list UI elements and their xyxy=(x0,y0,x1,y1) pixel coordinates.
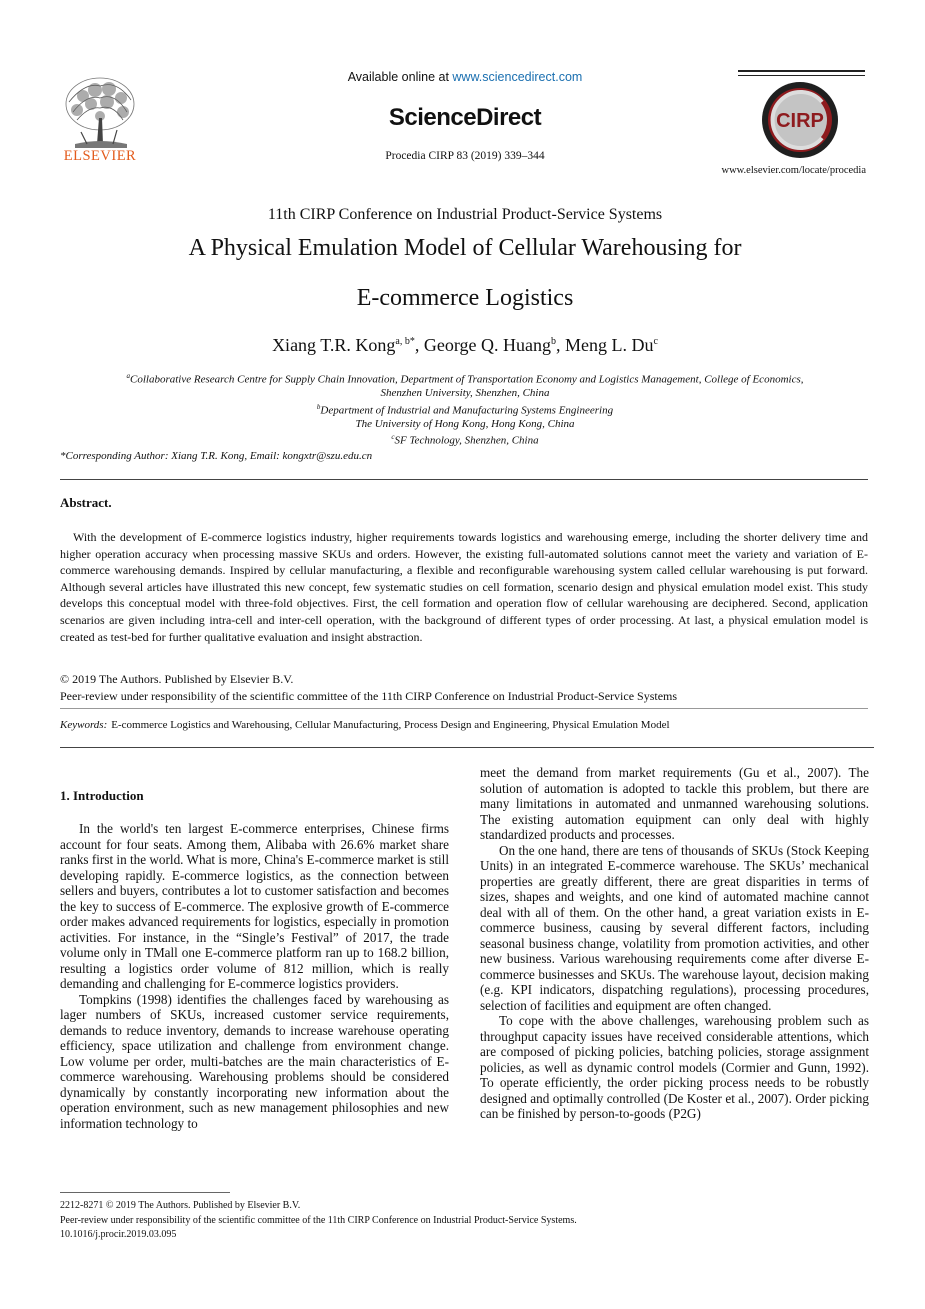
paragraph: To cope with the above challenges, warehousing problem such as throughput capacity issues have received considerable attentions, which are composed of picking policies, batching policies, storage assignment policies, as well as dynamic control models (Cormier and Gunn, 1992). To operate efficiently, the order picking process needs to be robustly designed and optimally controlled (De Koster et al., 2007). Order picking can be finished by person-to-goods (P2G) xyxy=(480,1013,869,1121)
copyright-line: © 2019 The Authors. Published by Elsevier B.V. xyxy=(60,672,294,686)
affiliation-mark: a xyxy=(126,372,130,380)
affiliation-mark: c xyxy=(391,433,395,441)
abstract-heading: Abstract. xyxy=(60,495,112,510)
author-list xyxy=(0,335,925,356)
author-name: Xiang T.R. Kong xyxy=(272,335,396,355)
right-column xyxy=(480,765,869,1122)
footer-issn: 2212-8271 © 2019 The Authors. Published by Elsevier B.V. xyxy=(60,1200,301,1211)
cirp-top-rule-thin xyxy=(738,75,865,76)
author-separator: , xyxy=(414,335,424,355)
paragraph: In the world's ten largest E-commerce enterprises, Chinese firms account for four seats. Among them, Alibaba with 26.6% market share ranks first in the world. What is more, China's E-commerce market is still developing rapidly. E-commerce logistics, as the connection between sellers and buyers, contributes a lot to customer satisfaction and becomes the key to success of E-commerce. The explosive growth of E-commerce order makes advanced requirements for logistics, especially in promotion activities. For instance, in the “Single’s Festival” of 2017, the trade volume only in TMall one E-commerce platform ran up to 168.2 billion, resulting a logistics order volume of 812 million, which is really demanding and challenging for E-commerce logistics providers. xyxy=(60,821,449,991)
paragraph: meet the demand from market requirements (Gu et al., 2007). The solution of automation is adopted to tackle this problem, but there are many limitations in automated and unmanned warehousing solutions. The existing automation equipment can only deal with highly standardized products and processes. xyxy=(480,765,869,842)
affiliation-mark: b xyxy=(316,403,321,411)
author-affiliation-mark: b xyxy=(550,336,556,347)
author-name: Meng L. Du xyxy=(564,335,654,355)
paragraph: On the one hand, there are tens of thousands of SKUs (Stock Keeping Units) in an integrated E-commerce warehouse. The SKUs’ mechanical properties are greatly different, there are great disparities in terms of sizes, shapes and weights, and one kind of automated machine cannot deal with all of them. On the other hand, a great variation exists in E-commerce business, causing by several different factors, including seasonal business change, volatility from promotion activities, and other new business. Various warehousing requirements come after diverse E-commerce businesses and SKUs. The warehouse layout, decision making (e.g. KPI indicators, dispatching regulations), processing procedures, selection of facilities and equipment are often changed. xyxy=(480,842,869,1013)
left-column xyxy=(60,821,449,1131)
affiliation-line xyxy=(0,433,925,447)
affiliation-text: SF Technology, Shenzhen, China xyxy=(394,434,539,447)
conference-name: 11th CIRP Conference on Industrial Product-Service Systems xyxy=(267,206,663,223)
affiliation-line xyxy=(0,372,925,386)
corresponding-author: *Corresponding Author: Xiang T.R. Kong, Email: kongxtr@szu.edu.cn xyxy=(60,450,373,462)
cirp-logo-text: CIRP xyxy=(776,110,824,132)
affiliation-text: The University of Hong Kong, Hong Kong, China xyxy=(355,418,575,430)
paragraph: Tompkins (1998) identifies the challenges faced by warehousing as lager numbers of SKUs, increased customer service requirements, demands to reduce inventory, demands to increase warehouse operating efficiency, space utilization and challenge from environment change. Low volume per order, multi-batches are the main characteristics of E-commerce warehousing. Warehousing problems should be considered dynamically by constantly incorporating new information about the operation environment, such as new management philosophies and new information technology to xyxy=(60,991,449,1131)
affiliation-line xyxy=(0,387,925,399)
elsevier-url[interactable]: www.elsevier.com/locate/procedia xyxy=(721,165,866,176)
abstract-body: With the development of E-commerce logistics industry, higher requirements towards logistics and warehousing emerge, including the shorter delivery time and higher operation accuracy when processing massive SKUs and orders. However, the existing full-automated solutions cannot meet the variety and variation of E-commerce warehousing demands. Inspired by cellular manufacturing, a flexible and reconfigurable warehousing system called cellular warehousing is put forward. Although several articles have illustrated this new concept, few systematic studies on cell formation, scenario design and physical emulation model exist. This study develops this conceptual model with three-fold objectives. First, the cell formation and operation flow of cellular warehousing are deciphered. Second, application scenarios are given including intra-cell and inter-cell operation, with the background of different types of order processing. At last, a physical emulation model is created as test-bed for further qualitative evaluation and insight abstraction. xyxy=(60,530,868,644)
footer-doi[interactable]: 10.1016/j.procir.2019.03.095 xyxy=(60,1229,177,1240)
cirp-logo xyxy=(760,80,840,160)
divider xyxy=(60,479,868,480)
cirp-top-rule xyxy=(738,70,865,72)
sciencedirect-brand: ScienceDirect xyxy=(388,104,542,131)
divider xyxy=(60,708,868,709)
keywords-label: Keywords: xyxy=(60,719,108,731)
footer-rule xyxy=(60,1192,230,1193)
author-affiliation-mark: a, b* xyxy=(395,336,415,347)
author-separator: , xyxy=(555,335,565,355)
keywords xyxy=(60,719,670,731)
affiliation-line xyxy=(0,418,925,430)
affiliation-text: Shenzhen University, Shenzhen, China xyxy=(380,387,550,399)
paper-title-line-2: E-commerce Logistics xyxy=(356,285,574,311)
available-online-prefix: Available online at xyxy=(347,70,449,84)
affiliation-text: Department of Industrial and Manufacturing Systems Engineering xyxy=(320,404,614,417)
footer-peer-review: Peer-review under responsibility of the scientific committee of the 11th CIRP Conference on Industrial Product-Service Systems. xyxy=(60,1215,577,1226)
affiliation-text: Collaborative Research Centre for Supply Chain Innovation, Department of Transportation Economy and Logistics Management, College of Economics, xyxy=(130,373,804,386)
section-heading: 1. Introduction xyxy=(60,788,144,803)
paper-title-line-1: A Physical Emulation Model of Cellular Warehousing for xyxy=(188,235,742,261)
peer-review-line: Peer-review under responsibility of the scientific committee of the 11th CIRP Conference on Industrial Product-Service Systems xyxy=(60,689,678,703)
sciencedirect-link[interactable]: www.sciencedirect.com xyxy=(452,70,583,84)
divider xyxy=(60,747,874,748)
journal-reference: Procedia CIRP 83 (2019) 339–344 xyxy=(385,150,545,162)
author-affiliation-mark: c xyxy=(653,336,658,347)
affiliation-line xyxy=(0,403,925,417)
elsevier-wordmark: ELSEVIER xyxy=(63,148,137,164)
author-name: George Q. Huang xyxy=(423,335,551,355)
keywords-list: E-commerce Logistics and Warehousing, Cellular Manufacturing, Process Design and Engineering, Physical Emulation Model xyxy=(111,719,670,731)
